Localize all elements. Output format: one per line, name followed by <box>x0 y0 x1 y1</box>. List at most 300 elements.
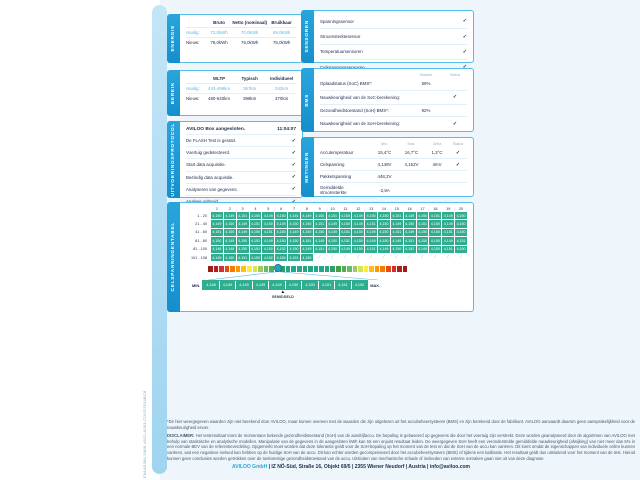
metingen-min: -2,8A <box>379 187 390 193</box>
cell-voltage: 4,150 <box>418 238 428 243</box>
cell-voltage: 4,149 <box>392 238 402 243</box>
metingen-label: Celspanning <box>320 162 345 168</box>
cell-voltage: 4,149 <box>212 222 222 227</box>
bms-body <box>314 68 474 132</box>
cell-voltage: 4,150 <box>456 230 466 235</box>
tab-protocol-label: UITVOERINGSPROTOCOL <box>171 122 176 197</box>
cell-voltage: 4,150 <box>250 255 260 260</box>
company-address: | IZ NÖ-Süd, Straße 16, Objekt 69/5 | 2355 Wiener Neudorf | Austria | info@aviloo.com <box>267 464 470 470</box>
row-label: Nieuw: <box>186 96 200 102</box>
gradient-segment <box>380 266 385 272</box>
cell-voltage: 4,150 <box>405 222 415 227</box>
bms-row <box>320 91 467 105</box>
value-cell: 342km <box>275 86 289 92</box>
bms-label: Nauwkeurigheid van de SoC-berekening: <box>320 94 401 100</box>
corner-cell <box>186 207 210 211</box>
cell-voltage: 4,150 <box>276 255 286 260</box>
value-cell: 78,0kWh <box>210 40 228 46</box>
zoom-cell-voltage: 4,152 <box>352 281 368 289</box>
cell-voltage: 4,150 <box>353 247 363 252</box>
metingen-row <box>320 147 467 159</box>
tab-metingen <box>301 137 314 197</box>
cell-column-header: 1 <box>215 207 218 211</box>
table-row <box>186 93 296 103</box>
tab-sensoren <box>301 10 314 63</box>
cell-voltage: 4,150 <box>212 213 222 218</box>
disclaimer-label: DISCLAIMER: <box>167 432 195 438</box>
metingen-label: Pakketspanning <box>320 173 352 179</box>
cell-row-label: 101 - 108 <box>190 255 207 260</box>
tab-sensoren-label: SENSOREN <box>305 20 310 53</box>
check-list-label: De FLASH Test is gestart. <box>186 138 237 144</box>
cell-row-label: 21 - 40 <box>195 222 207 227</box>
cell-voltage: 4,150 <box>289 238 299 243</box>
cell-voltage: 4,151 <box>250 222 260 227</box>
table-row <box>186 37 296 47</box>
bereik-table <box>180 70 303 116</box>
gradient-segment <box>358 266 363 272</box>
cell-voltage: 4,150 <box>353 230 363 235</box>
metingen-max: 16,7°C <box>404 150 419 156</box>
voltage-color-scale <box>208 266 408 272</box>
cell-voltage: 4,149 <box>212 255 222 260</box>
cell-voltage: 4,150 <box>238 238 248 243</box>
cell-voltage: 4,149 <box>340 247 350 252</box>
row-label: Huidig: <box>186 86 200 92</box>
cell-voltage: 4,151 <box>250 238 260 243</box>
gradient-segment <box>258 266 263 272</box>
zoom-cell-voltage: 4,151 <box>335 281 351 289</box>
gradient-segment <box>397 266 402 272</box>
cell-voltage: 4,150 <box>238 247 248 252</box>
empty-cell-mark: ∕ <box>370 253 372 259</box>
gradient-segment <box>325 266 330 272</box>
gradient-segment <box>236 266 241 272</box>
checkmark-icon: ✓ <box>452 94 458 101</box>
cell-voltage: 4,149 <box>302 247 312 252</box>
zoom-cell-voltage: 4,148 <box>203 281 219 289</box>
column-header: Bruikbaar <box>271 20 292 25</box>
gradient-segment <box>208 266 213 272</box>
checkmark-icon: ✓ <box>291 137 296 144</box>
zoom-strip <box>192 280 467 290</box>
gradient-segment <box>375 266 380 272</box>
empty-cell-mark: ∕ <box>422 253 423 259</box>
metingen-row <box>320 171 467 182</box>
zoom-cell-voltage: 4,150 <box>286 281 302 289</box>
gradient-segment <box>214 266 219 272</box>
energie-table <box>180 14 303 63</box>
metingen-body <box>314 137 474 197</box>
metingen-delta: 4mV <box>432 162 442 168</box>
zoom-cell-voltage: 4,150 <box>302 281 318 289</box>
cell-voltage: 4,149 <box>353 213 363 218</box>
checkmark-icon: ✓ <box>291 149 296 156</box>
cell-row-label: 61 - 80 <box>195 238 207 243</box>
cell-voltage: 4,150 <box>379 238 389 243</box>
cell-column-header: 2 <box>228 207 231 211</box>
disclaimer-text: Het testresultaat toont de momentane bekende gezondheidstoestand (SoH) van de aandrijfaccu. De bepaling is gebaseerd op gegevens die door het voertuig zijn verstrekt. Deze worden geanalyseerd door de algoritmen van AVILOO met behulp van statistische en analytische modellen. Manipulatie van de gegevens in de aangesloten kWh kan tot een onjuist resultaat leiden. De weergegeven SoH heeft een veronderstelde gemiddelde nauwkeurigheid (afwijking) van niet meer dan 5% in een normale BEV van de referentieverdeling. Opgemerkt moet worden dat deze tolerantie geldt voor de SoH-bepaling op het moment van de test en dat de SoH van de accu kan variëren. Dit komt omdat de eigenschappen van individuele cellen kunnen variëren, wat een negatieve invloed kan hebben op de huidige SoH van de accu. Dit kan echter worden gecompenseerd door het accubeheersysteem (BMS) of tijdens een kalibratie. Het resultaat geldt dus uitsluitend voor het moment van de test. Hieruit kunnen geen conclusies worden getrokken over de toekomstige gezondheidstoestand van de accu. Uitsluiten van mechanische schade of invloeden van externe oorzaken gaan niet uit van deze diagnose. <box>167 432 635 461</box>
protocol-timestamp: 11:04:07 <box>277 127 296 132</box>
row-label: Nieuw: <box>186 40 200 46</box>
column-header: WLTP <box>212 76 226 81</box>
metingen-col-max: Max. <box>407 142 416 146</box>
gradient-segment <box>347 266 352 272</box>
checkmark-icon: ✓ <box>462 33 467 40</box>
cell-voltage: 4,150 <box>353 238 363 243</box>
gradient-segment <box>247 266 252 272</box>
average-label: GEMIDDELD <box>271 294 294 299</box>
cell-voltage: 4,149 <box>405 213 415 218</box>
cell-voltage: 4,151 <box>289 213 299 218</box>
empty-cell-mark: ∕ <box>319 253 321 259</box>
check-list-row <box>186 159 296 171</box>
gradient-segment <box>286 266 291 272</box>
gradient-segment <box>392 266 397 272</box>
bms-rows <box>320 78 467 130</box>
gradient-segment <box>241 266 246 272</box>
protocol-header-text: AVILOO Box aangesloten. <box>186 127 246 132</box>
cell-column-header: 19 <box>446 207 451 211</box>
metingen-min: 15,4°C <box>377 150 392 156</box>
cell-voltage: 4,149 <box>328 222 338 227</box>
cell-voltage: 4,150 <box>263 247 273 252</box>
value-cell: 370km <box>275 96 289 102</box>
metingen-row <box>320 159 467 171</box>
disclaimer <box>167 433 635 461</box>
bms-value: 92% <box>421 107 431 113</box>
company-name: AVILOO GmbH <box>232 464 268 470</box>
cell-voltage: 4,151 <box>250 247 260 252</box>
footnote: *De hier weergegeven waarden zijn niet berekend door AVILOO, maar komen overeen met de waarden die zijn uitgelezen uit het accubeheersysteem (BMS) en zijn berekend door de fabrikant. AVILOO aanvaardt daarom geen aansprakelijkheid voor de nauwkeurigheid ervan. <box>167 419 635 430</box>
panel-celspanningentabel <box>167 202 474 312</box>
metingen-min: 448,2V <box>377 173 392 179</box>
cell-voltage: 4,150 <box>225 255 235 260</box>
tab-energie <box>167 14 180 63</box>
cell-voltage: 4,150 <box>430 247 440 252</box>
cell-voltage: 4,151 <box>315 222 325 227</box>
column-header: Netto (nominaal) <box>232 20 267 25</box>
cell-voltage: 4,151 <box>405 238 415 243</box>
bms-col-status: Status <box>449 73 461 77</box>
gradient-segment <box>230 266 235 272</box>
cell-column-header: 13 <box>369 207 374 211</box>
cell-voltage-table <box>186 207 467 261</box>
cell-voltage: 4,151 <box>392 213 402 218</box>
checkmark-icon: ✓ <box>291 161 296 168</box>
metingen-label: Gemiddelde stroomsterkte <box>320 185 347 196</box>
cell-voltage: 4,150 <box>315 213 325 218</box>
cell-voltage: 4,152 <box>405 247 415 252</box>
value-cell: 69,0kWh <box>272 30 291 36</box>
cell-voltage: 4,151 <box>212 230 222 235</box>
celltable-body <box>180 202 474 312</box>
cell-voltage: 4,150 <box>340 213 350 218</box>
zoom-connector-lines <box>208 272 378 280</box>
column-header: Bruto <box>213 20 225 25</box>
cell-voltage: 4,149 <box>443 238 453 243</box>
gradient-segment <box>369 266 374 272</box>
panel-bms <box>301 68 474 132</box>
report-id-vertical: F8AA0384-5486-4612-A053-C0VD7614BC8 <box>142 390 147 478</box>
value-cell: 398km <box>243 96 257 102</box>
zoom-cell-voltage: 4,149 <box>253 281 269 289</box>
zoom-cell-voltage: 4,149 <box>269 281 285 289</box>
bms-label: Oplaadstatus (SoC) BMS*: <box>320 81 373 87</box>
cell-column-header: 14 <box>381 207 387 211</box>
cell-voltage: 4,148 <box>212 247 222 252</box>
cell-column-header: 4 <box>254 207 257 211</box>
check-list-label: Voertuig gedetecteerd. <box>186 150 231 156</box>
check-list-row <box>320 29 467 44</box>
gradient-segment <box>386 266 391 272</box>
cell-voltage: 4,150 <box>456 213 466 218</box>
cell-column-header: 9 <box>318 207 321 211</box>
check-list-label: Spanningssensor <box>320 18 354 24</box>
zoom-cell-voltage: 4,149 <box>236 281 252 289</box>
cell-voltage: 4,149 <box>225 213 235 218</box>
column-header: Typisch <box>241 76 258 81</box>
cell-voltage: 4,149 <box>302 213 312 218</box>
cell-voltage: 4,150 <box>302 222 312 227</box>
value-cell: 443-499km <box>208 86 231 92</box>
cell-voltage: 4,149 <box>443 222 453 227</box>
cell-voltage: 4,152 <box>276 247 286 252</box>
tab-bms <box>301 68 314 132</box>
row-label: Huidig: <box>186 30 200 36</box>
scale-marker-icon <box>274 264 282 272</box>
cell-voltage: 4,149 <box>263 213 273 218</box>
metingen-col-status: Status <box>452 142 464 146</box>
metingen-col-delta: Delta <box>432 142 442 146</box>
cell-voltage: 4,151 <box>456 238 466 243</box>
table-header-row <box>186 18 296 27</box>
cell-voltage: 4,149 <box>405 230 415 235</box>
cell-column-header: 16 <box>407 207 412 211</box>
cell-voltage: 4,149 <box>392 222 402 227</box>
gradient-segment <box>364 266 369 272</box>
cell-voltage: 4,150 <box>302 255 312 260</box>
cell-voltage: 4,151 <box>443 247 453 252</box>
fineprint <box>167 419 635 464</box>
cell-voltage: 4,149 <box>225 247 235 252</box>
panel-sensoren <box>301 10 474 63</box>
cell-voltage: 4,151 <box>238 213 248 218</box>
cell-voltage: 4,149 <box>366 230 376 235</box>
cell-voltage: 4,149 <box>328 230 338 235</box>
check-list-row <box>186 135 296 147</box>
metingen-label: Accutemperatuur <box>320 150 354 156</box>
cell-row-label: 81 - 100 <box>193 247 207 252</box>
cell-voltage: 4,150 <box>212 238 222 243</box>
bms-row <box>320 105 467 118</box>
bms-row <box>320 78 467 91</box>
value-cell: 76,0kWh <box>241 40 259 46</box>
cell-voltage: 4,150 <box>379 222 389 227</box>
checkmark-icon: ✓ <box>455 149 461 156</box>
cell-column-header: 18 <box>433 207 438 211</box>
gradient-segment <box>303 266 308 272</box>
cell-voltage: 4,151 <box>315 247 325 252</box>
tab-bereik-label: BEREIK <box>171 81 176 105</box>
cell-voltage: 4,149 <box>353 222 363 227</box>
checkmark-icon: ✓ <box>462 48 467 55</box>
cell-voltage: 4,150 <box>430 222 440 227</box>
cell-voltage: 4,150 <box>366 213 376 218</box>
gradient-segment <box>291 266 296 272</box>
empty-cell-mark: ∕ <box>345 253 346 259</box>
cell-column-header: 6 <box>280 207 283 211</box>
cell-voltage: 4,151 <box>366 247 376 252</box>
bms-label: Nauwkeurigheid van de SoH-berekening: <box>320 121 401 127</box>
cell-voltage: 4,149 <box>418 247 428 252</box>
cell-voltage: 4,149 <box>225 238 235 243</box>
zoom-cell-voltage: 4,151 <box>319 281 335 289</box>
protocol-steps <box>186 135 296 207</box>
cell-voltage: 4,150 <box>225 230 235 235</box>
value-cell: 72,0kWh <box>210 30 228 36</box>
protocol-header <box>186 125 296 135</box>
cell-voltage: 4,150 <box>392 247 402 252</box>
cell-voltage: 4,149 <box>366 238 376 243</box>
zoom-cell-voltage: 4,149 <box>220 281 236 289</box>
cell-column-header: 8 <box>305 207 308 211</box>
empty-cell-mark: ∕ <box>357 253 359 259</box>
cell-voltage: 4,150 <box>379 213 389 218</box>
cell-voltage: 4,151 <box>443 230 453 235</box>
bms-col-waarde: Waarde <box>419 73 433 77</box>
bms-row <box>320 117 467 130</box>
cell-column-header: 10 <box>330 207 335 211</box>
gradient-segment <box>308 266 313 272</box>
cell-voltage: 4,149 <box>276 222 286 227</box>
cell-voltage: 4,149 <box>443 213 453 218</box>
min-label: MIN. <box>192 282 201 288</box>
cell-voltage: 4,152 <box>263 255 273 260</box>
value-cell: 70,0kWh <box>241 30 259 36</box>
checkmark-icon: ✓ <box>291 186 296 193</box>
cell-voltage: 4,149 <box>379 247 389 252</box>
tab-metingen-label: METINGEN <box>305 151 310 183</box>
panel-bereik <box>167 70 303 116</box>
cell-voltage: 4,150 <box>456 247 466 252</box>
cell-column-header: 17 <box>420 207 425 211</box>
gradient-segment <box>297 266 302 272</box>
cell-voltage: 4,150 <box>276 230 286 235</box>
cell-row-label: 41 - 60 <box>195 230 207 235</box>
company-address-line <box>167 464 535 470</box>
cell-row-label: 1 - 20 <box>197 213 207 218</box>
empty-cell-mark: ∕ <box>460 253 462 259</box>
checkmark-icon: ✓ <box>455 161 461 168</box>
checkmark-icon: ✓ <box>452 120 458 127</box>
cell-column-header: 20 <box>458 207 464 211</box>
check-list-label: Analyseren van gegevens. <box>186 186 238 192</box>
value-cell: 367km <box>243 86 257 92</box>
cell-voltage: 4,150 <box>340 222 350 227</box>
cell-voltage: 4,149 <box>238 222 248 227</box>
check-list-label: Stroomsterktesensor <box>320 34 361 40</box>
cell-column-header: 3 <box>241 207 244 211</box>
max-label: MAX. <box>370 282 380 288</box>
cell-voltage: 4,150 <box>289 222 299 227</box>
cell-voltage: 4,149 <box>315 238 325 243</box>
metingen-rows <box>320 147 467 198</box>
average-marker-row <box>208 290 378 301</box>
cell-voltage: 4,150 <box>456 222 466 227</box>
cell-column-header: 11 <box>343 207 348 211</box>
zoom-strip-cells <box>202 280 368 290</box>
check-list-row <box>320 45 467 60</box>
gradient-segment <box>225 266 230 272</box>
check-list-row <box>186 172 296 184</box>
cell-voltage: 4,150 <box>418 230 428 235</box>
cell-voltage: 4,151 <box>328 213 338 218</box>
empty-cell-mark: ∕ <box>383 253 385 259</box>
gradient-segment <box>353 266 358 272</box>
metingen-delta: 1,3°C <box>431 150 443 156</box>
bms-label: Gezondheidstoestand (SoH) BMS*: <box>320 107 390 113</box>
cell-voltage: 4,150 <box>225 222 235 227</box>
empty-cell-mark: ∕ <box>447 253 449 259</box>
tab-protocol <box>167 121 180 198</box>
cell-voltage: 4,150 <box>328 247 338 252</box>
metingen-max: 4,152V <box>404 162 419 168</box>
cell-column-header: 12 <box>356 207 361 211</box>
gradient-segment <box>264 266 269 272</box>
checkmark-icon: ✓ <box>291 174 296 181</box>
table-row <box>186 83 296 93</box>
cell-voltage: 4,150 <box>250 230 260 235</box>
cell-voltage: 4,150 <box>250 213 260 218</box>
cell-voltage: 4,150 <box>379 230 389 235</box>
tab-bms-label: BMS <box>305 93 310 107</box>
cell-voltage: 4,150 <box>328 238 338 243</box>
check-list-label: Start data acquisitie. <box>186 162 226 168</box>
cell-column-header: 5 <box>267 207 270 211</box>
average-triangle-icon: ▲ <box>280 289 286 295</box>
cell-voltage: 4,149 <box>238 230 248 235</box>
empty-cell-mark: ∕ <box>434 253 436 259</box>
cell-voltage: 4,151 <box>340 238 350 243</box>
empty-cell-mark: ∕ <box>409 253 411 259</box>
panel-energie <box>167 14 303 63</box>
cell-voltage: 4,149 <box>289 230 299 235</box>
tab-celspanningentabel-label: CELSPANNINGENTABEL <box>171 222 176 292</box>
cell-voltage: 4,151 <box>289 255 299 260</box>
cell-voltage: 4,151 <box>238 255 248 260</box>
value-cell: 480-540km <box>208 96 231 102</box>
panel-metingen <box>301 137 474 197</box>
check-list-row <box>186 147 296 159</box>
gradient-segment <box>342 266 347 272</box>
metingen-col-min: Min. <box>381 142 388 146</box>
table-row <box>186 27 296 37</box>
metingen-min: 4,148V <box>377 162 392 168</box>
gradient-segment <box>336 266 341 272</box>
value-cell: 75,0kWh <box>272 40 291 46</box>
check-list-row <box>320 14 467 29</box>
tab-bereik <box>167 70 180 116</box>
cell-voltage: 4,150 <box>430 230 440 235</box>
gradient-segment <box>330 266 335 272</box>
cell-voltage: 4,151 <box>263 230 273 235</box>
cell-voltage: 4,151 <box>430 213 440 218</box>
check-list-label: Beëindig data acquisitie. <box>186 174 234 180</box>
cell-voltage: 4,151 <box>366 222 376 227</box>
gradient-segment <box>403 266 408 272</box>
cell-voltage: 4,150 <box>276 238 286 243</box>
